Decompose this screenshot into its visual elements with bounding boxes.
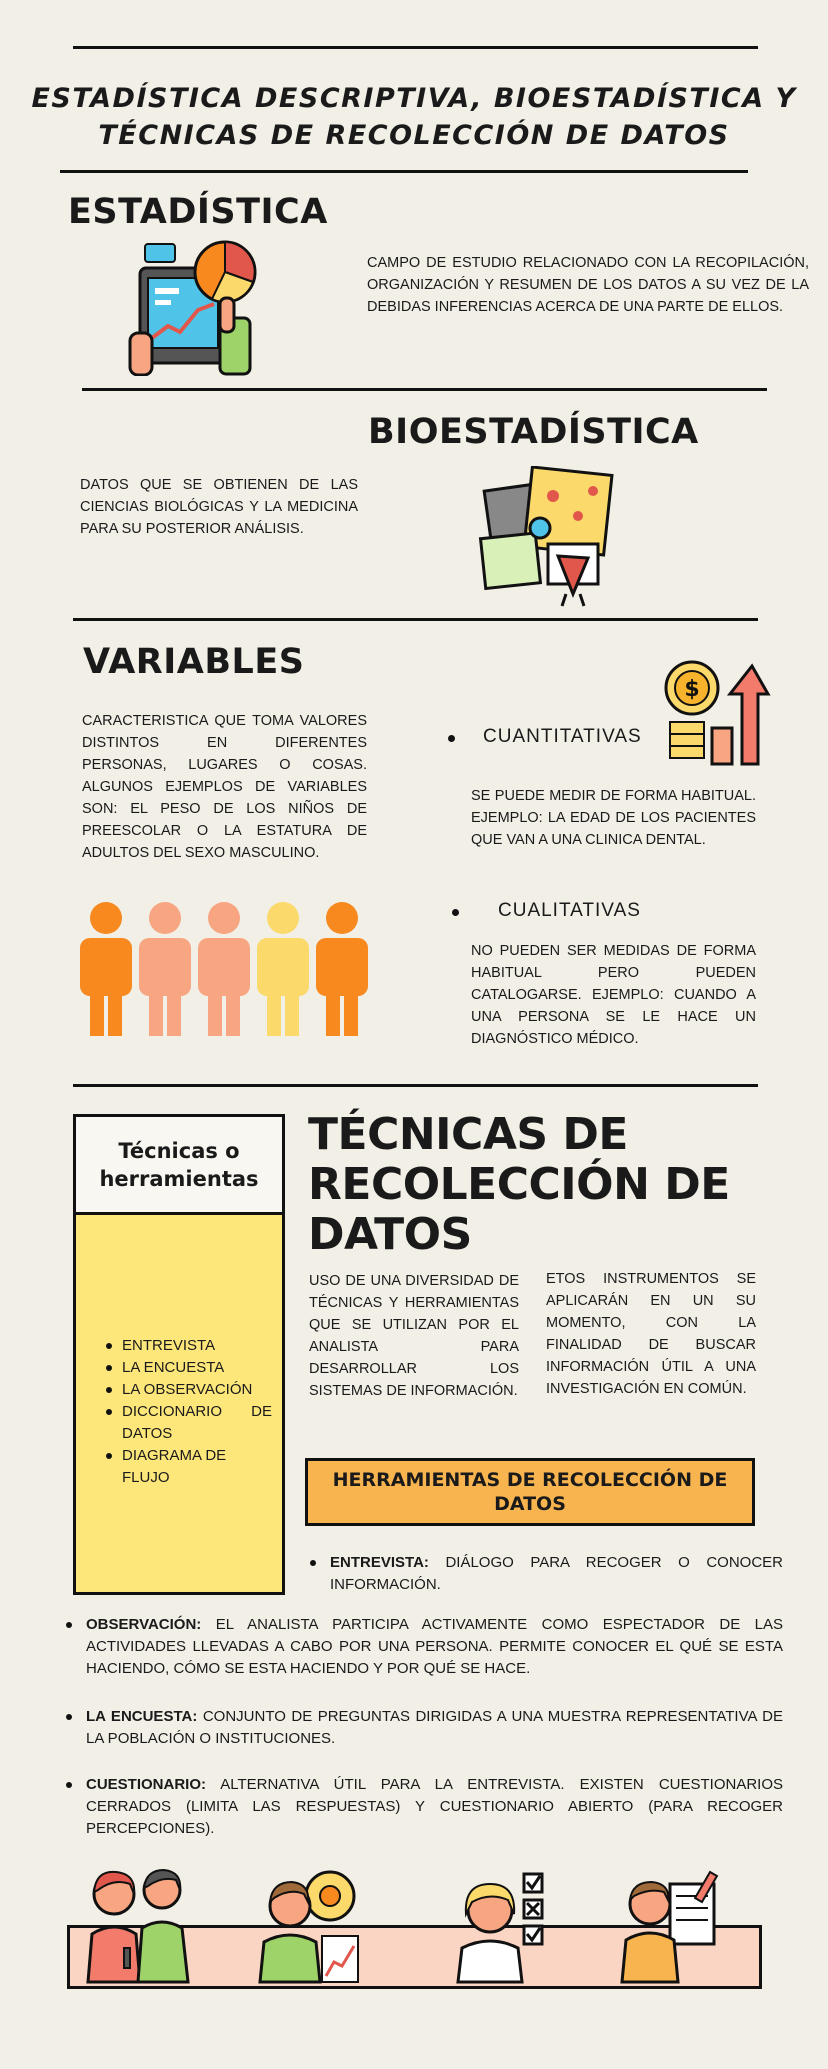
section-rule-1 [82,388,767,391]
definition-entrevista [310,1552,783,1596]
variables-heading: VARIABLES [83,642,305,682]
statistics-tablet-icon [120,238,260,376]
definition-text: CONJUNTO DE PREGUNTAS DIRIGIDAS A UNA MUESTRA REPRESENTATIVA DE LA POBLACIÓN O INSTITUCIONES. [86,1708,783,1747]
cualitativas-label: CUALITATIVAS [498,900,641,921]
person-icon [198,902,250,1036]
list-item: LA OBSERVACIÓN [106,1379,276,1401]
tools-list [106,1335,276,1489]
bioestadistica-heading: BIOESTADÍSTICA [368,412,699,452]
definition-term: OBSERVACIÓN: [86,1616,202,1633]
person-icon [257,902,309,1036]
person-icon [80,902,132,1036]
tools-box-heading [76,1117,282,1215]
cuantitativas-label: CUANTITATIVAS [483,726,642,747]
people-group-icon [76,898,376,1038]
herramientas-heading [305,1458,755,1526]
list-item: ENTREVISTA [106,1335,276,1357]
tecnicas-text-left: USO DE UNA DIVERSIDAD DE TÉCNICAS Y HERRAMIENTAS QUE SE UTILIZAN POR EL ANALISTA PARA DESARROLLAR LOS SISTEMAS DE INFORMACIÓN. [309,1273,519,1399]
biostatistics-collage-icon [478,466,618,608]
cuantitativas-bullet [448,735,455,742]
tecnicas-text-right: ETOS INSTRUMENTOS SE APLICARÁN EN UN SU MOMENTO, CON LA FINALIDAD DE BUSCAR INFORMACIÓN ÚTIL A UNA INVESTIGACIÓN EN COMÚN. [546,1271,756,1397]
tools-box-heading-text: Técnicas o herramientas [99,1139,259,1191]
definition-observacion [66,1614,783,1680]
definition-text: EL ANALISTA PARTICIPA ACTIVAMENTE COMO ESPECTADOR DE LAS ACTIVIDADES LLEVADAS A CABO POR UNA PERSONA. PERMITE CONOCER EL QUÉ SE ESTA HACIENDO, CÓMO SE ESTA HACIENDO Y POR QUÉ SE HACE. [86,1616,783,1677]
cualitativas-bullet [452,909,459,916]
analyst-gear-icon [254,1866,366,1984]
form-man-icon [616,1870,728,1984]
section-rule-3 [73,1084,758,1087]
estadistica-heading: ESTADÍSTICA [68,192,328,232]
person-icon [139,902,191,1036]
tecnicas-heading: TÉCNICAS DE RECOLECCIÓN DE DATOS [308,1109,730,1260]
page-title: ESTADÍSTICA DESCRIPTIVA, BIOESTADÍSTICA Y TÉCNICAS DE RECOLECCIÓN DE DATOS [31,83,797,151]
herramientas-heading-text: HERRAMIENTAS DE RECOLECCIÓN DE DATOS [332,1469,728,1515]
svg-text:$: $ [684,677,700,702]
definition-term: LA ENCUESTA: [86,1708,198,1725]
definition-term: CUESTIONARIO: [86,1776,206,1793]
definition-cuestionario [66,1774,783,1840]
variables-definition: CARACTERISTICA QUE TOMA VALORES DISTINTOS EN DIFERENTES PERSONAS, LUGARES O COSAS. ALGUNOS EJEMPLOS DE VARIABLES SON: EL PESO DE LOS NIÑOS DE PREESCOLAR O LA ESTATURA DE ADULTOS DEL SEXO MASCULINO. [82,713,367,861]
bioestadistica-definition: DATOS QUE SE OBTIENEN DE LAS CIENCIAS BIOLÓGICAS Y LA MEDICINA PARA SU POSTERIOR ANÁLISIS. [80,477,358,537]
definition-text: ALTERNATIVA ÚTIL PARA LA ENTREVISTA. EXISTEN CUESTIONARIOS CERRADOS (LIMITA LAS RESPUESTAS) Y CUESTIONARIO ABIERTO (PARA RECOGER PERCEPCIONES). [86,1776,783,1837]
cualitativas-text: NO PUEDEN SER MEDIDAS DE FORMA HABITUAL PERO PUEDEN CATALOGARSE. EJEMPLO: CUANDO A UNA PERSONA SE LE HACE UN DIAGNÓSTICO MÉDICO. [471,943,756,1047]
top-rule [73,46,758,49]
list-item: DIAGRAMA DE FLUJO [106,1445,276,1489]
money-growth-icon [660,658,772,768]
tools-box [73,1114,285,1595]
definition-term: ENTREVISTA: [330,1554,429,1571]
person-icon [316,902,368,1036]
list-item: DICCIONARIO DE DATOS [106,1401,272,1445]
definition-encuesta [66,1706,783,1750]
cuantitativas-text: SE PUEDE MEDIR DE FORMA HABITUAL. EJEMPLO: LA EDAD DE LOS PACIENTES QUE VAN A UNA CLINICA DENTAL. [471,788,756,848]
list-item: LA ENCUESTA [106,1357,276,1379]
section-rule-2 [73,618,758,621]
estadistica-definition: CAMPO DE ESTUDIO RELACIONADO CON LA RECOPILACIÓN, ORGANIZACIÓN Y RESUMEN DE LOS DATOS A SU VEZ DE LA DEBIDAS INFERENCIAS ACERCA DE UNA PARTE DE ELLOS. [367,255,809,315]
title-bottom-rule [60,170,748,173]
interview-people-icon [84,1864,196,1984]
definition-text: DIÁLOGO PARA RECOGER O CONOCER INFORMACIÓN. [330,1554,783,1593]
checklist-woman-icon [454,1868,566,1984]
